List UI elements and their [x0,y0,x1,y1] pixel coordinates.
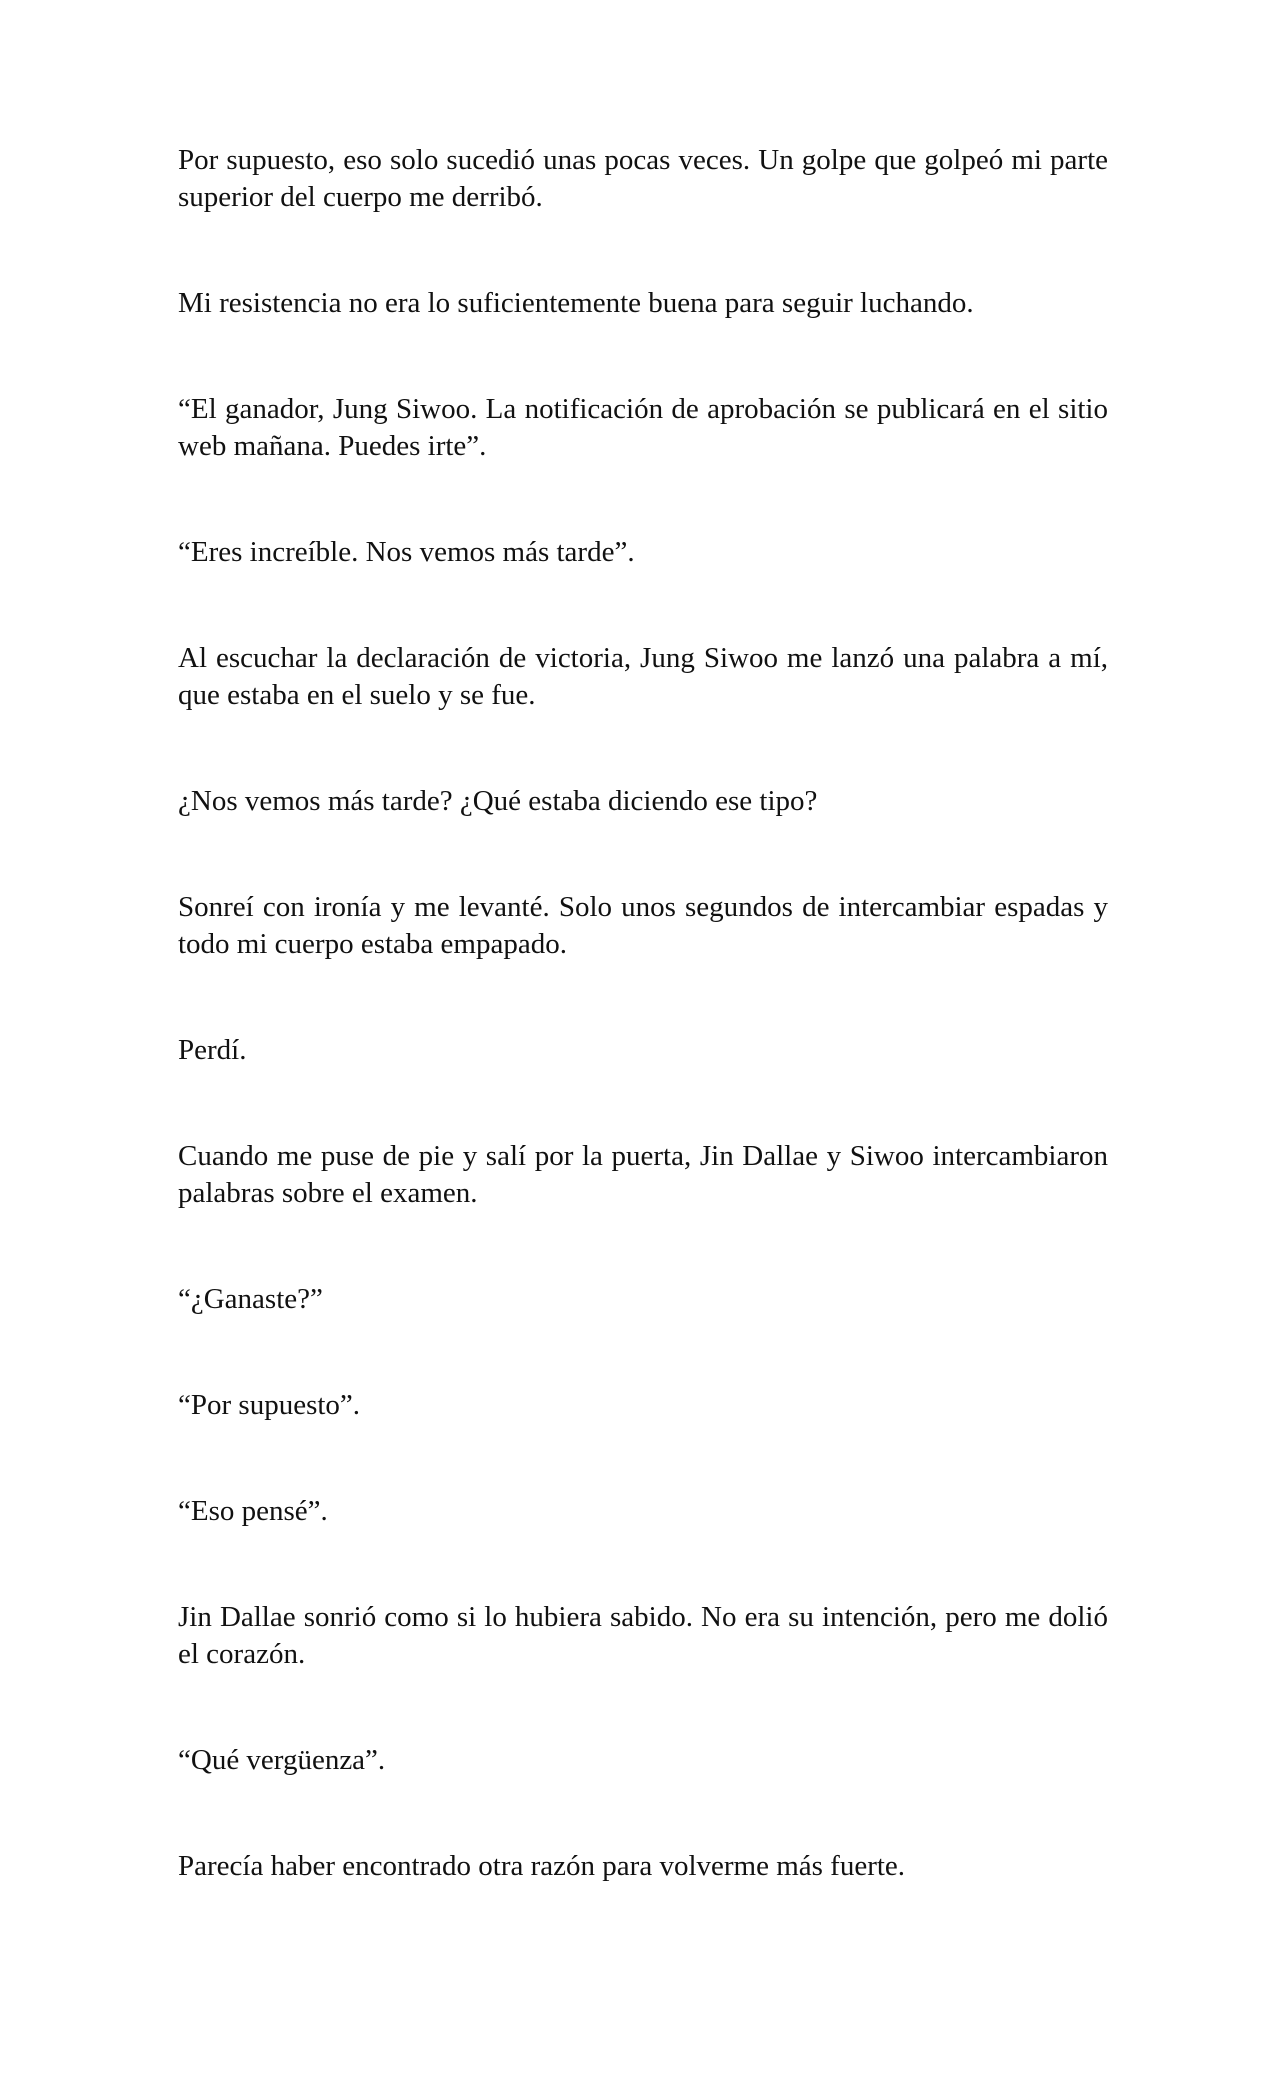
paragraph: Perdí. [178,1034,247,1066]
paragraph: Al escuchar la declaración de victoria, Jung Siwoo me lanzó una palabra a mí, que estaba en el suelo y se fue. [178,642,1108,711]
paragraph: Cuando me puse de pie y salí por la puerta, Jin Dallae y Siwoo intercambiaron palabras sobre el examen. [178,1140,1108,1209]
text-body [178,142,1108,1885]
paragraph: Jin Dallae sonrió como si lo hubiera sabido. No era su intención, pero me dolió el corazón. [178,1601,1108,1670]
paragraph: Parecía haber encontrado otra razón para volverme más fuerte. [178,1850,906,1882]
paragraph: Sonreí con ironía y me levanté. Solo unos segundos de intercambiar espadas y todo mi cuerpo estaba empapado. [178,891,1108,960]
paragraph: Mi resistencia no era lo suficientemente buena para seguir luchando. [178,287,974,319]
paragraph: “Eres increíble. Nos vemos más tarde”. [178,536,635,568]
paragraph: “Qué vergüenza”. [178,1744,386,1776]
paragraph: ¿Nos vemos más tarde? ¿Qué estaba diciendo ese tipo? [178,785,818,817]
paragraph: Por supuesto, eso solo sucedió unas pocas veces. Un golpe que golpeó mi parte superior del cuerpo me derribó. [178,144,1108,213]
paragraph: “¿Ganaste?” [178,1283,323,1315]
paragraph: “Por supuesto”. [178,1389,361,1421]
paragraph: “El ganador, Jung Siwoo. La notificación de aprobación se publicará en el sitio web mañana. Puedes irte”. [178,393,1108,462]
paragraph: “Eso pensé”. [178,1495,328,1527]
